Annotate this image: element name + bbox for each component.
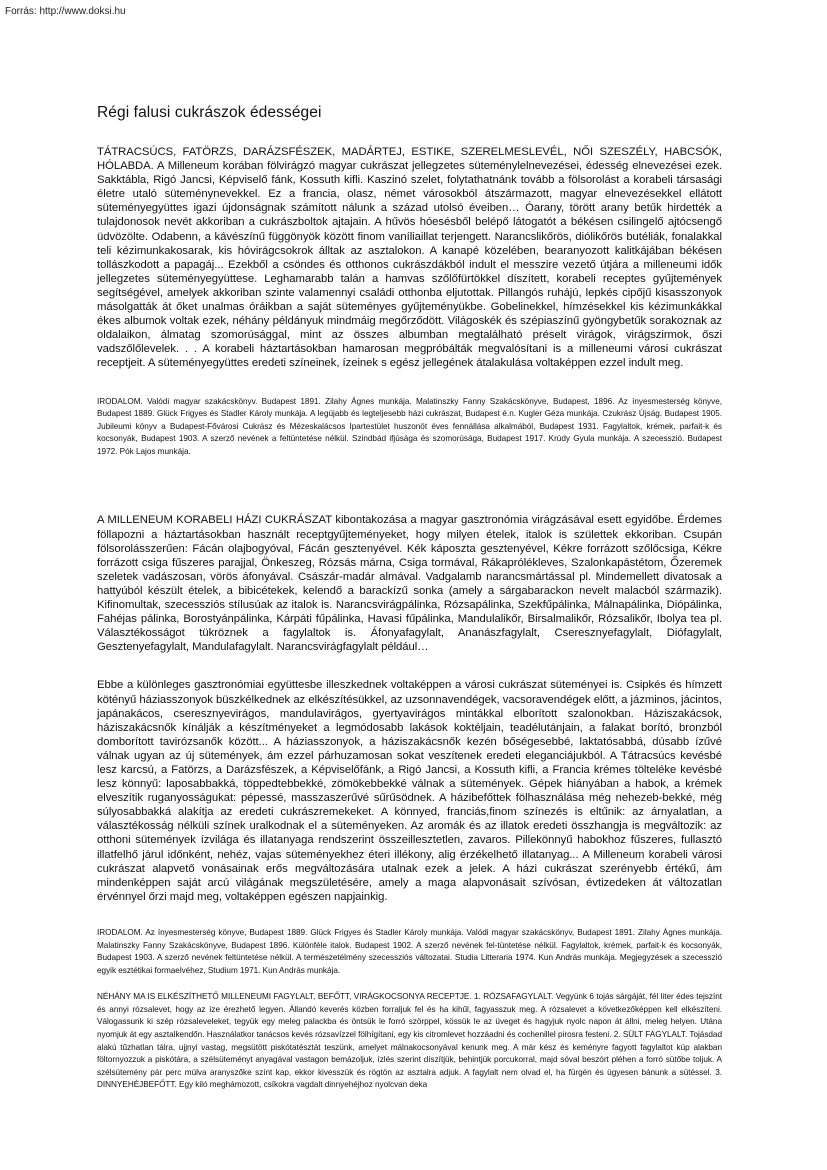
source-url-header: Forrás: http://www.doksi.hu xyxy=(5,6,126,17)
document-body xyxy=(97,104,722,1092)
city-confectionery-paragraph: Ebbe a különleges gasztronómiai együttesbe illeszkednek voltaképpen a városi cukrászat süteményei is. Csipkés és hímzett kötényű háziasszonyok büszkélkednek az elkészítésükkel, az uzsonnavendégek, vacsoravendégek előtt, a jázminos, jácintos, japánakácos, cseresznyevirágos, mandulavirágos, gyertyavirágos mintákkal elborított szalonokban. Háziszakácsok, háziszakácsnők kínálják a készítményeket a legmódosabb lakások koktéljain, teadélutánjain, a falakat borító, bronzból domborított tavirózsanők között... A háziasszonyok, a háziszakácsnők kezén bőségesebbé, laktatósabbá, dúsabb ízűvé válnak ugyan az új sütemények, ám ezzel párhuzamosan sokat veszítenek eredeti eleganciájukból. A Tátracsúcs kevésbé lesz karcsú, a Fatörzs, a Darázsfészek, a Képviselőfánk, a Rigó Jancsi, a Kossuth kifli, a Francia krémes töltelékе kevésbé lesz könnyű: laposabbakká, töppedtebbekké, zömökebbekké válnak a sütemények. Gépek hiányában a habok, a krémek elveszítik ruganyosságukat: pépessé, masszaszerűvé sűrűsödnek. A házibefőttek fölhasználása még nehezeb-bekké, még súlyosabbakká alakítja az eredeti cukrászremekeket. A könnyed, franciás,finom színezés is eltűnik: az árnyalatlan, a választékosság nélküli színek uralkodnak el a süteményeken. Az aromák és az illatok eredeti összhangja is megváltozik: az otthoni sütemények ízvilága és illatanyaga rendszerint összeillesztetlen, zavaros. Pillekönnyű habokhoz fűszeres, fullasztó illatfelhő járul időnként, nehéz, vajas süteményekhez éteri illékony, alig érzékelhető illatanyag... A Milleneum korabeli városi cukrászat alapvető vonásainak erős megváltozására utalnak ezek a jelek. A házi cukrászat szerényebb értékű, ám mindenképpen saját arcú világának megszületésére, amely a maga alapvonásait szívósan, évtizedeken át változatlan érvénnyel őrzi majd meg, voltaképpen egészen napjainkig. xyxy=(97,679,722,903)
intro-paragraph: TÁTRACSÚCS, FATÖRZS, DARÁZSFÉSZEK, MADÁRTEJ, ESTIKE, SZERELMESLEVÉL, NŐI SZESZÉLY, HABCSÓK, HÓLABDA. A Milleneum korában fölvirágzó magyar cukrászat jellegzetes süteménylelnevezései, édesség elnevezései ezek. Sakktábla, Rigó Jancsi, Képviselő fánk, Kossuth kifli. Kaszinó szelet, folytathatnánk tovább a fölsorolást a korabeli társasági életre utaló süteménynevekkel. Ez a francia, olasz, német városokból átszármazott, magyar elnevezésekkel ellátott süteményegyüttes igazi újdonságnak számított nálunk a század utolsó éveiben… Óarany, törött arany betűk hirdették a tulajdonosok nevét akkoriban a cukrászboltok ajtajain. A hűvös hóesésből belépő látogatót a békésen csilingelő ajtócsengő üdvözölte. Odabenn, a kávészínű függönyök között finom vaníliaillat terjengett. Narancslikőrös, diólikőrös butéliák, fonalakkal teli kézimunkakosarak, kis hóvirágcsokrok álltak az asztalokon. A kanapé közelében, bearanyozott kalitkájában békésen tollászkodott a papagáj... Ezekből a csöndes és otthonos cukrászdákból indult el messzire vezető útjára a milleneumi idők jellegzetes süteményegyüttese. Leghamarabb talán a hamvas szőlőfürtökkel díszített, korabeli receptes gyűjtemények segítségével, amelyek akkoriban szinte valamennyi családi otthonba eljutottak. Pillangós ruhájú, lepkés cipőjű kisasszonyok másolgatták át őket unalmas óráikban a saját süteményes gyűjteményükbe. Gobelinekkel, hímzésekkel kis kézimunkákkal ékes albumok voltak ezek, néhány példányuk mindmáig megőrződött. Világoskék és szépiaszínű gyöngybetűk sorakoznak az oldalaikon, álmatag szomorúsággal, mint az összes albumban megtalálható préselt virágok, virágszirmok, őszi vadszőlőlevelek. . . A korabeli háztartásokban hamarosan megpróbálták megvalósítani is a milleneumi városi cukrászat receptjeit. A süteményegyüttes eredeti színeinek, ízeinek s egész jellegének átalakulása voltaképpen ezzel indult meg. xyxy=(97,146,722,370)
page-title: Régi falusi cukrászok édességei xyxy=(97,104,322,121)
recipes-paragraph: NÉHÁNY MA IS ELKÉSZÍTHETŐ MILLENEUMI FAGYLALT, BEFŐTT, VIRÁGKOCSONYA RECEPTJE. 1. RÓZSAFAGYLALT. Vegyünk 6 tojás sárgáját, fél liter édes tejszínt és annyi rózsalevet, hogy az íze érezhető legyen. Állandó keverés közben forraljuk fel és ha kihűl, fagyasszuk meg. A rózsalevet a következőképpen kell elkészíteni. Válogassunk ki szép rózsaleveleket, tegyük egy meleg palackba és öntsük le forró szörppel, kössük le az üveget és hagyjuk nyolc napon át állni, meleg helyen. Utána nyomjuk át egy asztalkendőn. Használatkor tanácsos kevés rózsavízzel fölhígítani, egy kis citromlevet hozzáadni és cochenillel pirosra festeni. 2. SÜLT FAGYLALT. Tojásdad alakú tűzhatlan tálra, ujjnyi vastag, megsütött piskótatésztát teszünk, amelyet málnakocsonyával kenunk meg. A már kész és keményre fagyott fagylaltot kúp alakban föltornyozzuk a piskótára, a szélsüteményt anyagával vastagon bemázoljuk, ízlés szerint díszítjük, behintjük porcukorral, majd sóval beszórt pléhen a forró sütőbe toljuk. A szélsütemény pár perc múlva aranyszőke színt kap, ekkor kivesszük és rögtön az asztalra adjuk. A fagylalt nem olvad el, ha fürgén és ügyesen bánunk a sütéssel. 3. DINNYEHÉJBEFŐTT. Egy kiló meghámozott, csíkokra vagdalt dinnyehéjhoz nyolcvan deka xyxy=(97,992,722,1090)
millennium-paragraph: A MILLENEUM KORABELI HÁZI CUKRÁSZAT kibontakozása a magyar gasztronómia virágzásával esett egyidőbe. Érdemes föllapozni a háztartásokban használt receptgyűjteményeket, hogy milyen ételek, italok is születtek ekkoriban. Csupán fölsorolásszerűen: Fácán olajbogyóval, Fácán gesztenyével. Kék káposzta gesztenyével, Kékre forrázott szőlőcsiga, Kékre forrázott csiga fűszeres parajjal, Önkeszeg, Rózsás márna, Csiga tormával, Rákaprólékleves, Szalonkapástétom, Őzeremek szeletek vadászosan, vörös áfonyával. Császár-madár almával. Vadgalamb narancsmártással pl. Mindemellett divatosak a hattyúból készült ételek, a bibicétekek, kelendő a barackízű sonka (amely a sárgabarackon nevelt malacból származik). Kifinomultak, szecessziós stílusúak az italok is. Narancsvirágpálinka, Rózsapálinka, Szekfűpálinka, Málnapálinka, Diópálinka, Fahéjas pálinka, Borostyánpálinka, Kárpáti fűpálinka, Havasi fűpálinka, Mandulalikőr, Birsalmalikőr, Rózsalikőr, Ibolya tea pl. Választékosságot tükröznek a fagylaltok is. Áfonyafagylalt, Ananászfagylalt, Cseresznyefagylalt, Diófagylalt, Gesztenyefagylalt, Mandulafagylalt. Narancsvirágfagylalt például… xyxy=(97,514,722,654)
literature-note-2: IRODALOM. Az ínyesmesterség könyve, Budapest 1889. Glück Frigyes és Stadler Károly munkája. Valódi magyar szakácskönyv, Budapest 1891. Zilahy Ágnes munkája. Malatinszky Fanny Szakácskönyve, Budapest 1896. Különféle italok. Budapest 1902. A szerző nevének fel-tüntetése nélkül. Fagylaltok, krémek, parfait-k és kocsonyák, Budapest 1903. A szerző nevének feltüntetése nélkül. A természetélmény szecessziós változatai. Studia Litteraria 1974. Kun András munkája. Megjegyzések a szecesszió egyik esztétikai formaelvéhez, Studium 1971. Kun András munkája. xyxy=(97,927,722,975)
literature-note-1: IRODALOM. Valódi magyar szakácskönyv. Budapest 1891. Zilahy Ágnes munkája. Malatinszky Fanny Szakácskönyve, Budapest, 1896. Az ínyesmesterség könyve, Budapest 1889. Glück Frigyes és Stadler Károly munkája. A legújabb és legteljesebb házi cukrászat, Budapest é.n. Kugler Géza munkája. Czukrász Újság. Budapest 1905. Jubileumi könyv a Budapest-Fővárosi Cukrász és Mézeskalácsos Ipartestület huszonöt éves fennállása alkalmából, Budapest 1931. Fagylaltok, krémek, parfait-k és kocsonyák, Budapest 1903. A szerző nevének a feltüntetése nélkül. Szindbád ifjúsága és szomorúsága, Budapest 1917. Krúdy Gyula munkája. A szecesszió. Budapest 1972. Pók Lajos munkája. xyxy=(97,396,722,456)
